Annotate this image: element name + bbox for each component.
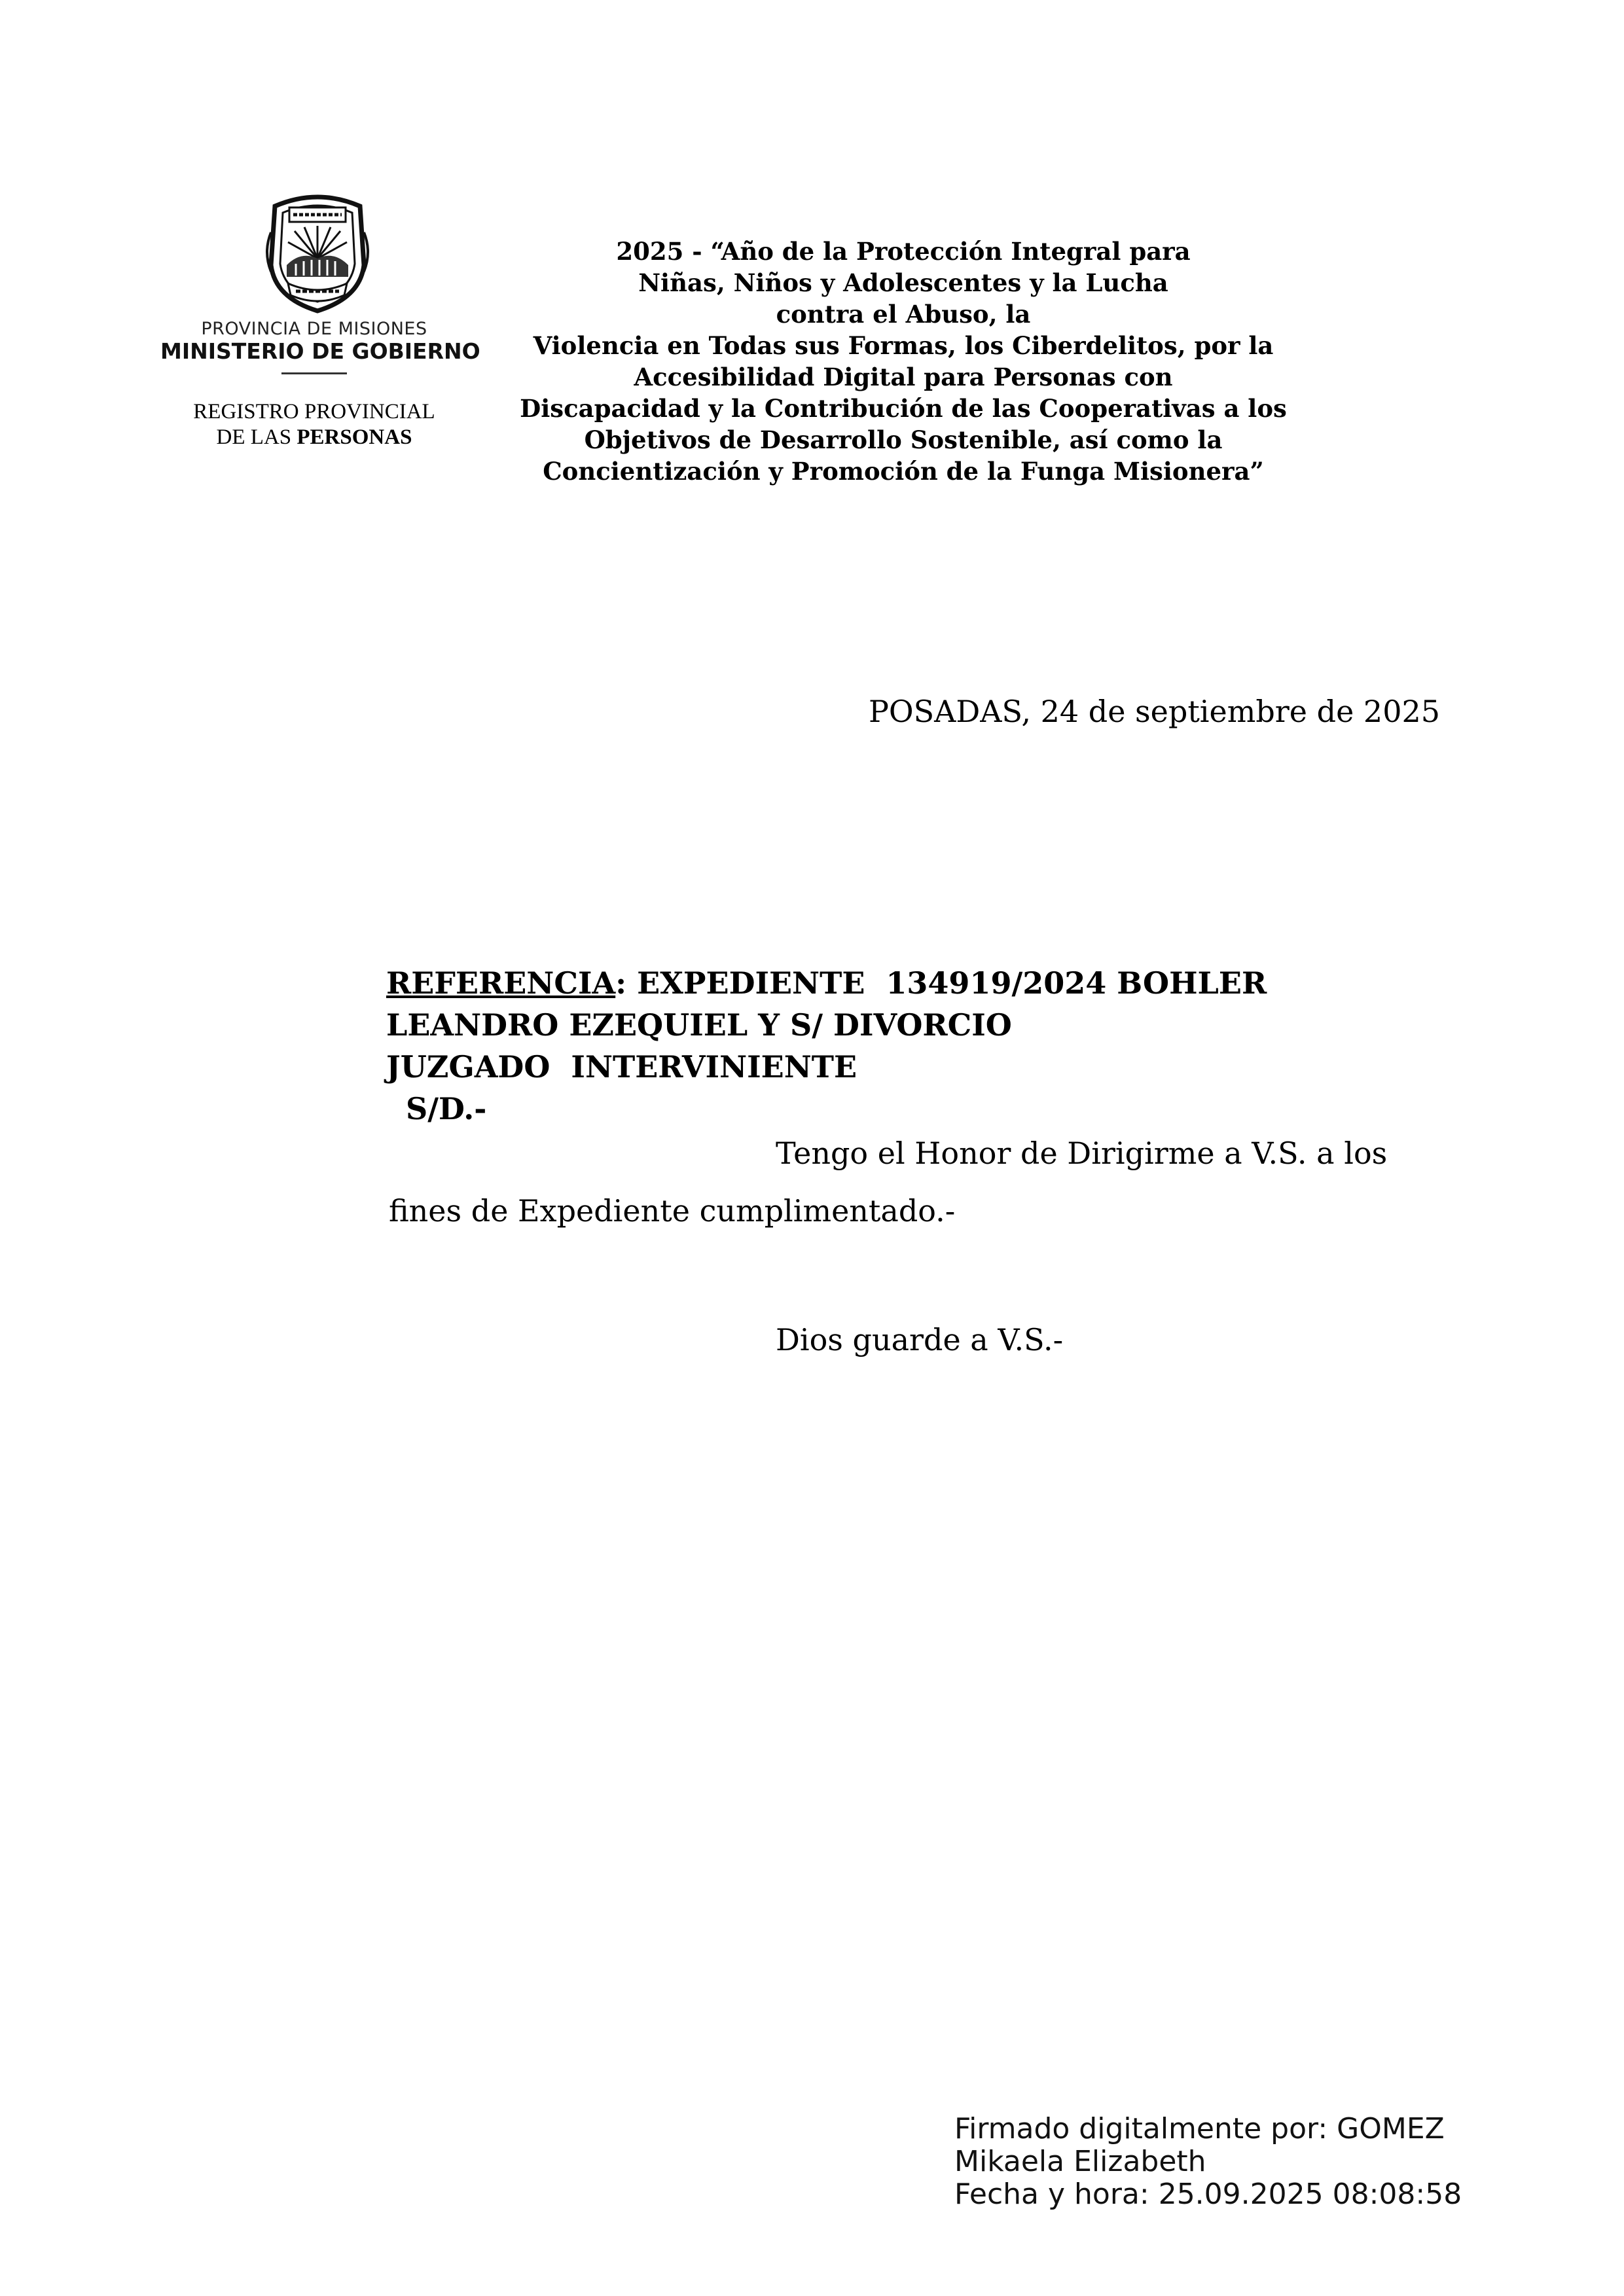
reference-line-4: S/D.- <box>406 1091 487 1126</box>
registry-line-2-prefix: DE LAS <box>216 425 297 449</box>
digital-signature <box>954 2113 1462 2211</box>
year-motto <box>481 236 1326 487</box>
motto-line: Violencia en Todas sus Formas, los Ciberdelitos, por la <box>533 331 1274 360</box>
signature-line-3: Fecha y hora: 25.09.2025 08:08:58 <box>954 2178 1462 2211</box>
reference-label: REFERENCIA <box>386 965 616 1001</box>
registry-line-1: REGISTRO PROVINCIAL <box>193 400 435 423</box>
logo-divider <box>281 372 347 374</box>
provincia-seal-icon <box>255 193 380 314</box>
logo-province-text: PROVINCIA DE MISIONES <box>201 319 427 339</box>
reference-line-1 <box>386 962 1267 1004</box>
registry-line-2 <box>160 425 468 450</box>
motto-line: contra el Abuso, la <box>776 300 1031 329</box>
motto-line: 2025 - “Año de la Protección Integral para <box>616 237 1191 266</box>
reference-line-3: JUZGADO INTERVINIENTE <box>386 1049 857 1085</box>
closing-line: Dios guarde a V.S.- <box>776 1322 1064 1357</box>
registry-line-2-bold: PERSONAS <box>297 425 412 449</box>
signature-line-1: Firmado digitalmente por: GOMEZ <box>954 2112 1445 2145</box>
ministry-logo <box>160 193 480 455</box>
logo-ministry-text: MINISTERIO DE GOBIERNO <box>160 338 480 364</box>
reference-expediente: : EXPEDIENTE 134919/2024 BOHLER <box>615 965 1267 1001</box>
reference-block <box>386 962 1267 1130</box>
motto-line: Concientización y Promoción de la Funga Misionera” <box>543 457 1264 486</box>
body-line-2: fines de Expediente cumplimentado.- <box>389 1193 956 1229</box>
reference-line-2: LEANDRO EZEQUIEL Y S/ DIVORCIO <box>386 1007 1012 1043</box>
body-line-1: Tengo el Honor de Dirigirme a V.S. a los <box>776 1136 1388 1171</box>
motto-line: Discapacidad y la Contribución de las Cooperativas a los <box>520 394 1287 423</box>
logo-registry-text <box>160 399 468 450</box>
motto-line: Accesibilidad Digital para Personas con <box>634 363 1173 391</box>
motto-line: Objetivos de Desarrollo Sostenible, así como la <box>584 425 1223 454</box>
signature-line-2: Mikaela Elizabeth <box>954 2145 1206 2178</box>
document-date: POSADAS, 24 de septiembre de 2025 <box>868 694 1440 729</box>
motto-line: Niñas, Niños y Adolescentes y la Lucha <box>638 268 1168 297</box>
